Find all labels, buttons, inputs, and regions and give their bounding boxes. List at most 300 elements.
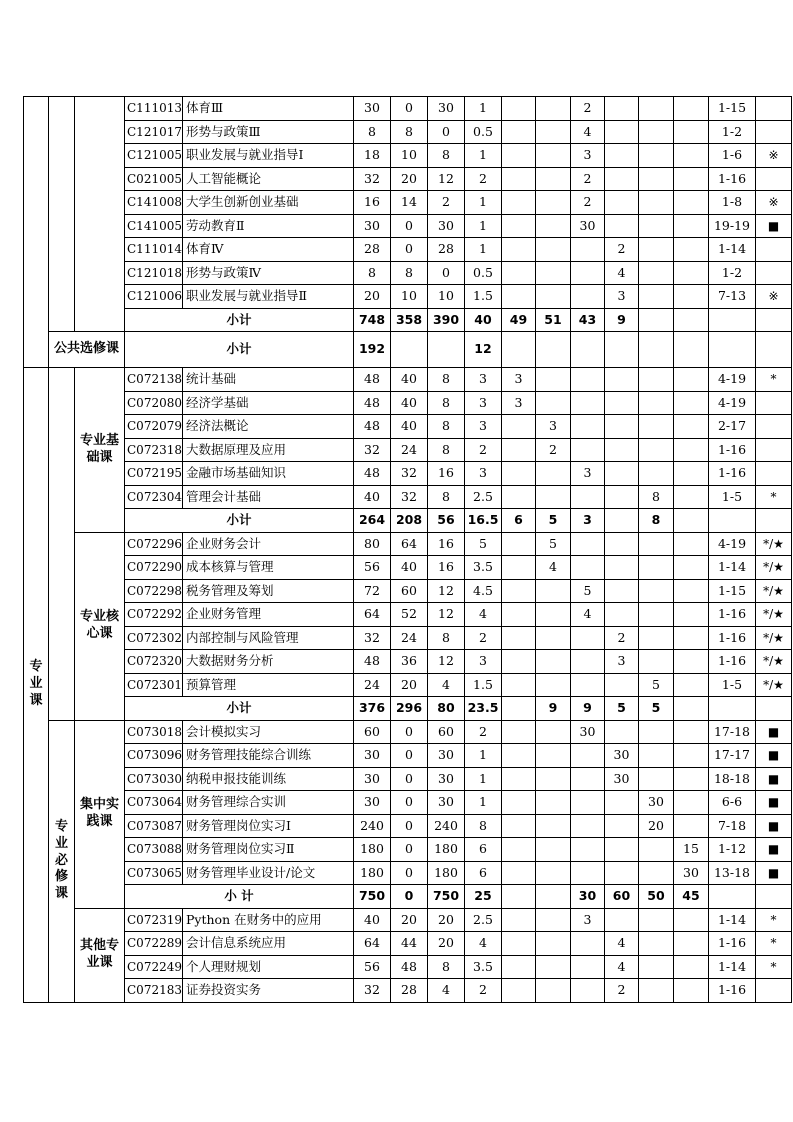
table-cell: 8	[428, 391, 465, 415]
table-row	[24, 979, 792, 1003]
table-cell: 大数据财务分析	[183, 650, 354, 674]
table-cell: 180	[428, 861, 465, 885]
table-cell: 30	[605, 767, 639, 791]
table-cell: 2	[571, 191, 605, 215]
table-cell: 6	[465, 838, 502, 862]
table-cell	[502, 261, 536, 285]
table-cell: ■	[756, 767, 792, 791]
table-cell: 32	[354, 167, 391, 191]
table-cell	[674, 673, 709, 697]
table-row	[24, 167, 792, 191]
table-cell: 8	[428, 144, 465, 168]
table-cell: 3	[571, 509, 605, 533]
table-cell	[674, 144, 709, 168]
table-cell: C072302	[125, 626, 183, 650]
table-cell: C072318	[125, 438, 183, 462]
table-cell	[605, 462, 639, 486]
table-cell	[639, 908, 674, 932]
table-cell	[756, 885, 792, 909]
table-cell	[502, 650, 536, 674]
table-cell	[674, 485, 709, 509]
table-cell: 50	[639, 885, 674, 909]
table-cell	[502, 285, 536, 309]
table-cell	[756, 462, 792, 486]
table-cell: ■	[756, 791, 792, 815]
table-cell: 8	[465, 814, 502, 838]
table-cell	[605, 838, 639, 862]
table-cell	[605, 368, 639, 392]
table-cell: 12	[428, 167, 465, 191]
table-cell	[639, 261, 674, 285]
table-cell: 1-2	[709, 120, 756, 144]
table-cell: 小计	[125, 509, 354, 533]
table-cell	[571, 861, 605, 885]
table-cell: 30	[428, 791, 465, 815]
table-cell	[502, 97, 536, 121]
table-cell: 3	[465, 391, 502, 415]
section-label-basic: 专业基础课	[75, 368, 125, 533]
empty-cell	[49, 97, 75, 332]
table-cell: 职业发展与就业指导Ⅱ	[183, 285, 354, 309]
table-cell: 2	[465, 720, 502, 744]
table-cell: ■	[756, 861, 792, 885]
table-cell: 6-6	[709, 791, 756, 815]
table-cell	[536, 368, 571, 392]
table-cell: 1	[465, 97, 502, 121]
table-cell	[639, 285, 674, 309]
table-cell: 1-16	[709, 979, 756, 1003]
subtotal-row	[24, 885, 792, 909]
table-cell: 8	[428, 415, 465, 439]
table-cell: 1-14	[709, 556, 756, 580]
table-cell	[756, 979, 792, 1003]
table-cell	[536, 744, 571, 768]
table-cell	[502, 191, 536, 215]
table-cell	[502, 626, 536, 650]
table-cell: 24	[391, 438, 428, 462]
table-cell: 16	[354, 191, 391, 215]
table-cell: 形势与政策Ⅳ	[183, 261, 354, 285]
table-cell: 4.5	[465, 579, 502, 603]
table-cell	[639, 415, 674, 439]
table-cell	[536, 285, 571, 309]
table-cell	[605, 332, 639, 368]
table-cell	[536, 191, 571, 215]
table-cell	[639, 979, 674, 1003]
table-cell: 财务管理技能综合训练	[183, 744, 354, 768]
table-cell	[536, 603, 571, 627]
table-cell: C072298	[125, 579, 183, 603]
table-cell: 0	[391, 744, 428, 768]
table-row	[24, 415, 792, 439]
table-cell: C073087	[125, 814, 183, 838]
table-cell: 64	[354, 932, 391, 956]
table-cell: 3	[536, 415, 571, 439]
table-cell: *	[756, 955, 792, 979]
table-cell: 8	[639, 509, 674, 533]
table-cell	[639, 932, 674, 956]
table-cell: 16	[428, 462, 465, 486]
table-cell	[674, 626, 709, 650]
table-cell: 180	[354, 861, 391, 885]
table-cell: 5	[639, 673, 674, 697]
table-cell	[536, 673, 571, 697]
table-cell: 5	[605, 697, 639, 721]
table-cell: 0.5	[465, 261, 502, 285]
table-cell: 28	[428, 238, 465, 262]
table-cell	[502, 955, 536, 979]
table-cell: 30	[571, 214, 605, 238]
table-cell: 3	[571, 908, 605, 932]
table-cell: 1-16	[709, 650, 756, 674]
table-cell: 2	[536, 438, 571, 462]
table-cell: 2	[465, 167, 502, 191]
table-cell	[502, 720, 536, 744]
table-cell: 180	[428, 838, 465, 862]
table-cell: 1-8	[709, 191, 756, 215]
table-cell	[571, 332, 605, 368]
table-cell	[536, 120, 571, 144]
table-cell	[674, 532, 709, 556]
table-cell: 30	[428, 767, 465, 791]
table-cell	[605, 485, 639, 509]
table-cell	[674, 214, 709, 238]
table-cell: 4	[605, 261, 639, 285]
table-cell: 80	[354, 532, 391, 556]
table-cell	[571, 838, 605, 862]
table-row	[24, 767, 792, 791]
table-cell	[639, 861, 674, 885]
table-cell: C072304	[125, 485, 183, 509]
table-cell	[639, 767, 674, 791]
table-cell: 80	[428, 697, 465, 721]
table-cell	[605, 97, 639, 121]
table-cell: 19-19	[709, 214, 756, 238]
table-cell: 358	[391, 308, 428, 332]
table-cell	[674, 238, 709, 262]
table-cell: 小计	[125, 332, 354, 368]
empty-cell	[75, 97, 125, 332]
table-cell: C121018	[125, 261, 183, 285]
table-cell	[674, 814, 709, 838]
table-cell: 金融市场基础知识	[183, 462, 354, 486]
table-cell: C073088	[125, 838, 183, 862]
table-cell: */★	[756, 673, 792, 697]
table-cell	[756, 238, 792, 262]
table-cell	[536, 391, 571, 415]
table-cell: 大数据原理及应用	[183, 438, 354, 462]
table-cell	[536, 485, 571, 509]
empty-cell	[24, 97, 49, 368]
table-cell: 7-18	[709, 814, 756, 838]
section-label-major: 专业课	[24, 368, 49, 1003]
table-cell: 大学生创新创业基础	[183, 191, 354, 215]
table-cell: 8	[428, 368, 465, 392]
table-cell	[709, 308, 756, 332]
table-cell	[674, 744, 709, 768]
table-cell: 2.5	[465, 908, 502, 932]
table-cell: 1.5	[465, 285, 502, 309]
table-cell: C072138	[125, 368, 183, 392]
table-cell: 18	[354, 144, 391, 168]
table-cell: 形势与政策Ⅲ	[183, 120, 354, 144]
table-cell: 296	[391, 697, 428, 721]
table-cell: 1-14	[709, 238, 756, 262]
table-row	[24, 462, 792, 486]
table-cell: 64	[391, 532, 428, 556]
table-cell: 20	[391, 673, 428, 697]
table-cell: 10	[391, 285, 428, 309]
table-row	[24, 791, 792, 815]
table-cell: 3	[571, 144, 605, 168]
table-cell	[605, 603, 639, 627]
table-cell: 60	[391, 579, 428, 603]
table-cell	[571, 556, 605, 580]
table-cell: 8	[354, 120, 391, 144]
table-row	[24, 238, 792, 262]
table-cell: 会计信息系统应用	[183, 932, 354, 956]
table-cell	[709, 332, 756, 368]
table-cell: 经济学基础	[183, 391, 354, 415]
table-cell: Python 在财务中的应用	[183, 908, 354, 932]
table-cell: */★	[756, 532, 792, 556]
table-row	[24, 603, 792, 627]
table-cell: ■	[756, 838, 792, 862]
table-cell: 1	[465, 191, 502, 215]
table-cell: 1	[465, 144, 502, 168]
table-cell: 4	[465, 932, 502, 956]
table-cell: 32	[391, 485, 428, 509]
table-cell: 240	[428, 814, 465, 838]
table-row	[24, 650, 792, 674]
table-cell: 8	[428, 485, 465, 509]
table-cell: 25	[465, 885, 502, 909]
table-row	[24, 673, 792, 697]
table-cell	[502, 838, 536, 862]
table-cell: 0	[391, 885, 428, 909]
table-cell: 个人理财规划	[183, 955, 354, 979]
table-cell	[502, 167, 536, 191]
table-row	[24, 214, 792, 238]
table-cell	[756, 120, 792, 144]
table-cell: 1.5	[465, 673, 502, 697]
table-cell	[605, 438, 639, 462]
table-cell	[571, 744, 605, 768]
table-cell: C072296	[125, 532, 183, 556]
table-cell: 3.5	[465, 556, 502, 580]
table-cell: 376	[354, 697, 391, 721]
table-cell: 48	[354, 368, 391, 392]
table-row	[24, 626, 792, 650]
table-cell: 192	[354, 332, 391, 368]
table-cell: 0	[391, 791, 428, 815]
table-cell	[674, 97, 709, 121]
table-cell: 13-18	[709, 861, 756, 885]
table-cell: C141005	[125, 214, 183, 238]
table-row	[24, 285, 792, 309]
table-cell: C121017	[125, 120, 183, 144]
table-cell: 30	[428, 744, 465, 768]
table-cell: 0	[391, 720, 428, 744]
table-cell	[674, 767, 709, 791]
table-cell: 20	[639, 814, 674, 838]
table-cell	[674, 556, 709, 580]
table-cell: 30	[354, 97, 391, 121]
table-cell	[639, 955, 674, 979]
table-cell: C072319	[125, 908, 183, 932]
table-cell: 企业财务会计	[183, 532, 354, 556]
table-cell: 3	[465, 650, 502, 674]
table-cell	[674, 285, 709, 309]
table-cell	[536, 838, 571, 862]
table-cell	[639, 368, 674, 392]
table-cell: 2	[605, 238, 639, 262]
table-cell: 1-2	[709, 261, 756, 285]
table-cell: 16.5	[465, 509, 502, 533]
table-cell: 49	[502, 308, 536, 332]
table-cell	[502, 579, 536, 603]
table-cell	[639, 238, 674, 262]
table-cell: C072195	[125, 462, 183, 486]
table-cell: 职业发展与就业指导Ⅰ	[183, 144, 354, 168]
table-cell: 4	[605, 932, 639, 956]
table-row	[24, 485, 792, 509]
table-cell	[502, 603, 536, 627]
table-cell: *	[756, 908, 792, 932]
table-cell: 0	[391, 814, 428, 838]
table-cell: 3	[605, 650, 639, 674]
table-cell: 税务管理及筹划	[183, 579, 354, 603]
table-cell: 0	[391, 214, 428, 238]
subtotal-row	[24, 509, 792, 533]
table-row	[24, 838, 792, 862]
section-label-public-elective: 公共选修课	[49, 332, 125, 368]
table-cell: 6	[502, 509, 536, 533]
table-cell: ■	[756, 814, 792, 838]
table-cell: 12	[465, 332, 502, 368]
table-cell	[674, 391, 709, 415]
table-cell	[605, 720, 639, 744]
table-cell: 40	[391, 368, 428, 392]
table-cell	[639, 332, 674, 368]
table-cell: C121005	[125, 144, 183, 168]
table-cell	[502, 485, 536, 509]
table-cell: 4-19	[709, 391, 756, 415]
table-cell	[605, 556, 639, 580]
table-cell	[571, 438, 605, 462]
table-cell: */★	[756, 556, 792, 580]
table-cell: 1	[465, 238, 502, 262]
table-cell: 0	[391, 767, 428, 791]
table-cell: 52	[391, 603, 428, 627]
table-cell: 28	[354, 238, 391, 262]
table-cell	[639, 144, 674, 168]
table-cell: 8	[639, 485, 674, 509]
table-cell: 0	[428, 261, 465, 285]
table-cell: 264	[354, 509, 391, 533]
table-cell: 30	[639, 791, 674, 815]
table-cell: 72	[354, 579, 391, 603]
table-cell	[605, 673, 639, 697]
table-cell	[674, 720, 709, 744]
table-cell: 5	[465, 532, 502, 556]
table-cell	[502, 144, 536, 168]
table-cell: 1-16	[709, 626, 756, 650]
table-cell: 9	[536, 697, 571, 721]
table-cell: 4	[605, 955, 639, 979]
table-cell: ■	[756, 214, 792, 238]
table-cell: 24	[354, 673, 391, 697]
table-cell: C073030	[125, 767, 183, 791]
table-cell: C072289	[125, 932, 183, 956]
table-cell: 16	[428, 556, 465, 580]
table-cell: 4	[465, 603, 502, 627]
table-cell: 8	[354, 261, 391, 285]
table-cell	[709, 509, 756, 533]
table-cell: 8	[428, 955, 465, 979]
table-cell: 48	[391, 955, 428, 979]
section-label-core: 专业核心课	[75, 532, 125, 720]
table-cell	[605, 861, 639, 885]
table-cell	[502, 791, 536, 815]
table-cell	[709, 697, 756, 721]
table-cell	[605, 532, 639, 556]
table-cell: 体育Ⅲ	[183, 97, 354, 121]
table-cell: 4	[428, 673, 465, 697]
table-cell: 44	[391, 932, 428, 956]
subtotal-row	[24, 332, 792, 368]
table-cell: 16	[428, 532, 465, 556]
table-cell	[639, 626, 674, 650]
table-cell	[536, 214, 571, 238]
table-cell: 30	[354, 791, 391, 815]
table-cell: 1-16	[709, 603, 756, 627]
table-cell	[536, 908, 571, 932]
table-cell: 3	[502, 368, 536, 392]
table-cell: 17-17	[709, 744, 756, 768]
table-cell: 1-14	[709, 908, 756, 932]
table-cell: 4	[428, 979, 465, 1003]
table-cell	[674, 120, 709, 144]
table-cell: 17-18	[709, 720, 756, 744]
table-cell: 劳动教育Ⅱ	[183, 214, 354, 238]
table-cell	[502, 979, 536, 1003]
table-cell: 小计	[125, 697, 354, 721]
table-cell: ※	[756, 285, 792, 309]
table-cell: 40	[354, 485, 391, 509]
table-cell: 750	[428, 885, 465, 909]
table-cell: 9	[605, 308, 639, 332]
table-cell: 财务管理岗位实习Ⅱ	[183, 838, 354, 862]
table-row	[24, 120, 792, 144]
table-cell: C111013	[125, 97, 183, 121]
table-cell: C072301	[125, 673, 183, 697]
table-cell: 1-14	[709, 955, 756, 979]
table-cell: 40	[391, 391, 428, 415]
table-cell	[605, 214, 639, 238]
table-cell: C073065	[125, 861, 183, 885]
table-cell	[571, 673, 605, 697]
table-cell	[605, 144, 639, 168]
table-cell	[756, 97, 792, 121]
table-cell: 3	[465, 368, 502, 392]
table-cell	[605, 415, 639, 439]
table-cell: 5	[536, 532, 571, 556]
table-cell: */★	[756, 626, 792, 650]
table-cell: 60	[428, 720, 465, 744]
subtotal-row	[24, 697, 792, 721]
table-cell	[571, 485, 605, 509]
